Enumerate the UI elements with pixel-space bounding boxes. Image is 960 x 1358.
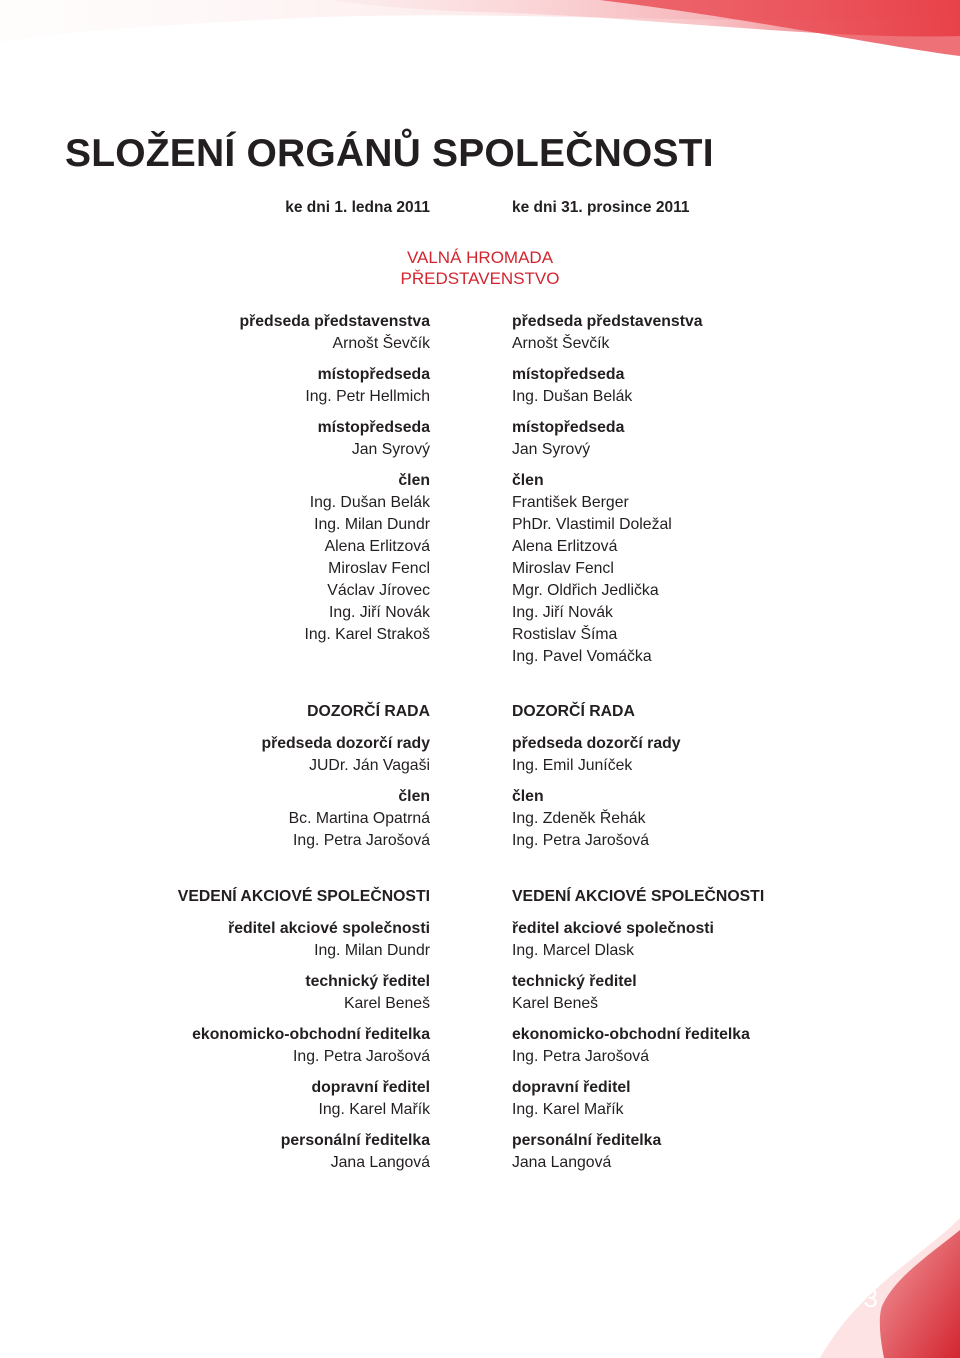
role-label: člen	[512, 472, 544, 489]
section-heading: VEDENÍ AKCIOVÉ SPOLEČNOSTI	[177, 888, 430, 905]
person-name: Jan Syrový	[351, 441, 430, 458]
person-name: Mgr. Oldřich Jedlička	[512, 582, 659, 599]
role-label: předseda dozorčí rady	[261, 735, 430, 752]
board-group	[239, 311, 430, 355]
person-name: Arnošt Ševčík	[512, 335, 610, 352]
role-label: technický ředitel	[305, 973, 430, 990]
person-name: Ing. Milan Dundr	[314, 942, 430, 959]
role-label: člen	[512, 788, 544, 805]
person-name: Ing. Dušan Belák	[309, 494, 430, 511]
board-group	[239, 417, 430, 461]
person-name: Ing. Milan Dundr	[314, 516, 430, 533]
role-label: ředitel akciové společnosti	[228, 920, 430, 937]
person-name: Arnošt Ševčík	[332, 335, 430, 352]
page-corner-decoration	[800, 1218, 960, 1358]
role-label: ředitel akciové společnosti	[512, 920, 714, 937]
role-label: ekonomicko-obchodní ředitelka	[512, 1026, 750, 1043]
person-name: Alena Erlitzová	[324, 538, 430, 555]
person-name: Karel Beneš	[512, 995, 599, 1012]
section-heading: DOZORČÍ RADA	[512, 703, 635, 720]
person-name: Ing. Petra Jarošová	[512, 832, 649, 849]
person-name: Ing. Karel Mařík	[318, 1101, 430, 1118]
board-group	[512, 470, 703, 668]
board-left-column	[239, 311, 430, 646]
board-group	[239, 470, 430, 646]
header-swoosh-decoration	[0, 0, 960, 120]
role-label: místopředseda	[317, 366, 430, 383]
person-name: Jana Langová	[512, 1154, 612, 1171]
person-name: Ing. Jiří Novák	[329, 604, 430, 621]
role-label: personální ředitelka	[512, 1132, 662, 1149]
role-label: předseda představenstva	[239, 313, 430, 330]
center-headings	[0, 247, 960, 289]
person-name: Jana Langová	[330, 1154, 430, 1171]
person-name: Ing. Dušan Belák	[512, 388, 633, 405]
person-name: PhDr. Vlastimil Doležal	[512, 516, 672, 533]
person-name: Ing. Petr Hellmich	[305, 388, 430, 405]
role-label: člen	[398, 788, 430, 805]
role-label: technický ředitel	[512, 973, 637, 990]
date-start: ke dni 1. ledna 2011	[285, 199, 430, 216]
role-label: ekonomicko-obchodní ředitelka	[192, 1026, 430, 1043]
person-name: Ing. Karel Strakoš	[304, 626, 430, 643]
date-end: ke dni 31. prosince 2011	[512, 199, 690, 216]
page-number: 3	[863, 1283, 878, 1313]
section-heading: DOZORČÍ RADA	[307, 703, 430, 720]
person-name: Miroslav Fencl	[328, 560, 430, 577]
person-name: JUDr. Ján Vagaši	[309, 757, 430, 774]
person-name: Rostislav Šíma	[512, 626, 618, 643]
role-label: dopravní ředitel	[311, 1079, 430, 1096]
person-name: Ing. Karel Mařík	[512, 1101, 624, 1118]
person-name: Bc. Martina Opatrná	[288, 810, 430, 827]
person-name: Jan Syrový	[512, 441, 591, 458]
person-name: Ing. Jiří Novák	[512, 604, 613, 621]
role-label: personální ředitelka	[280, 1132, 430, 1149]
heading-predstavenstvo: PŘEDSTAVENSTVO	[400, 269, 560, 288]
board-right-column	[512, 311, 703, 668]
person-name: Ing. Pavel Vomáčka	[512, 648, 652, 665]
page-title: SLOŽENÍ ORGÁNŮ SPOLEČNOSTI	[65, 132, 714, 175]
section-heading: VEDENÍ AKCIOVÉ SPOLEČNOSTI	[512, 888, 765, 905]
management-left-column	[178, 886, 430, 1174]
person-name: Ing. Emil Juníček	[512, 757, 633, 774]
person-name: František Berger	[512, 494, 629, 511]
person-name: Ing. Petra Jarošová	[512, 1048, 649, 1065]
board-group	[239, 364, 430, 408]
role-label: místopředseda	[512, 366, 625, 383]
person-name: Ing. Zdeněk Řehák	[512, 810, 646, 827]
person-name: Karel Beneš	[343, 995, 430, 1012]
board-group	[512, 311, 703, 355]
management-right-column	[512, 886, 764, 1174]
person-name: Václav Jírovec	[327, 582, 430, 599]
person-name: Miroslav Fencl	[512, 560, 614, 577]
role-label: člen	[398, 472, 430, 489]
supervisory-left-column	[261, 701, 430, 852]
person-name: Ing. Petra Jarošová	[293, 832, 430, 849]
board-group	[512, 417, 703, 461]
role-label: místopředseda	[512, 419, 625, 436]
role-label: předseda představenstva	[512, 313, 703, 330]
person-name: Alena Erlitzová	[512, 538, 618, 555]
role-label: předseda dozorčí rady	[512, 735, 681, 752]
role-label: místopředseda	[317, 419, 430, 436]
board-group	[512, 364, 703, 408]
person-name: Ing. Marcel Dlask	[512, 942, 635, 959]
role-label: dopravní ředitel	[512, 1079, 631, 1096]
person-name: Ing. Petra Jarošová	[293, 1048, 430, 1065]
heading-valna-hromada: VALNÁ HROMADA	[406, 248, 554, 267]
supervisory-right-column	[512, 701, 681, 852]
